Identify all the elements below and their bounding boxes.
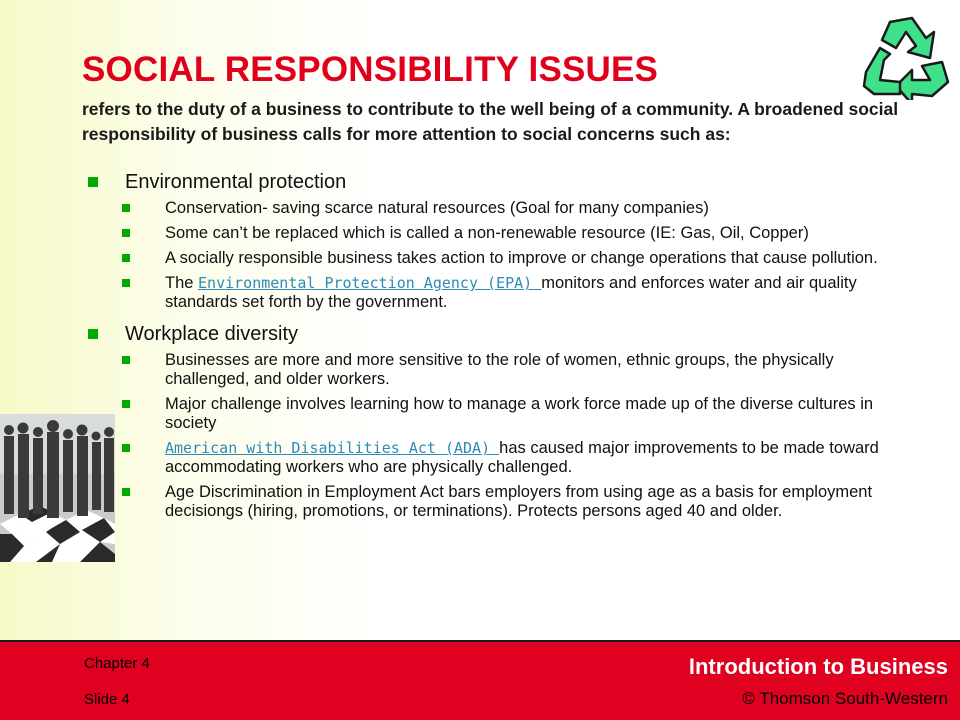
ada-link[interactable]: American with Disabilities Act (ADA): [165, 439, 500, 457]
sub-bullet-text: Major challenge involves learning how to manage a work force made up of the diverse cultures in society: [165, 395, 874, 432]
course-title: Introduction to Business: [688, 654, 948, 679]
bullet-square-icon: [122, 254, 130, 262]
bullet-heading: Workplace diversity: [125, 323, 299, 345]
intro-text: refers to the duty of a business to contribute to the well being of a community. A broadened social responsibility of business calls for more attention to social concerns such as:: [82, 99, 899, 144]
bullet-square-icon: [122, 279, 130, 287]
bullet-workplace-diversity: [88, 322, 888, 521]
bullet-square-icon: [88, 177, 98, 187]
sub-bullet: [122, 249, 888, 268]
slide-number: Slide 4: [84, 691, 130, 708]
sub-bullet-text: Businesses are more and more sensitive to the role of women, ethnic groups, the physically challenged, and older workers.: [165, 351, 834, 388]
bullet-list: [88, 170, 888, 531]
sub-bullet-text-before: The: [165, 274, 199, 292]
bullet-square-icon: [122, 400, 130, 408]
sub-bullet: [122, 274, 888, 312]
recycle-icon: [860, 14, 950, 100]
slide-footer: [0, 640, 960, 720]
bullet-square-icon: [122, 488, 130, 496]
bullet-environmental-protection: [88, 170, 888, 312]
sub-bullet: [122, 439, 888, 477]
sub-bullet-text: Some can’t be replaced which is called a non-renewable resource (IE: Gas, Oil, Copper): [165, 224, 809, 242]
sub-bullet-text: Age Discrimination in Employment Act bars employers from using age as a basis for employment decisiongs (hiring, promotions, or terminations). Protects persons aged 40 and older.: [165, 483, 873, 520]
sub-bullet-text-after: monitors and enforces water and air quality standards set forth by the government.: [165, 274, 857, 311]
sub-bullet: [122, 351, 888, 389]
bullet-square-icon: [122, 229, 130, 237]
copyright: © Thomson South-Western: [742, 689, 948, 708]
sub-bullet: [122, 483, 888, 521]
chapter-label: Chapter 4: [84, 655, 150, 672]
slide-title: SOCIAL RESPONSIBILITY ISSUES: [82, 50, 659, 89]
epa-link[interactable]: Environmental Protection Agency (EPA): [198, 274, 542, 292]
bullet-square-icon: [88, 329, 98, 339]
sub-bullet: [122, 199, 888, 218]
sub-bullet: [122, 395, 888, 433]
sub-bullet-text-after: has caused major improvements to be made toward accommodating workers who are physically challenged.: [165, 439, 879, 476]
sub-bullet-list: [122, 199, 888, 312]
bullet-heading: Environmental protection: [125, 171, 347, 193]
bullet-square-icon: [122, 204, 130, 212]
sub-bullet-text: Conservation- saving scarce natural resources (Goal for many companies): [165, 199, 709, 217]
sub-bullet: [122, 224, 888, 243]
bullet-square-icon: [122, 356, 130, 364]
sub-bullet-list: [122, 351, 888, 521]
sub-bullet-text: A socially responsible business takes action to improve or change operations that cause pollution.: [165, 249, 878, 267]
bullet-square-icon: [122, 444, 130, 452]
